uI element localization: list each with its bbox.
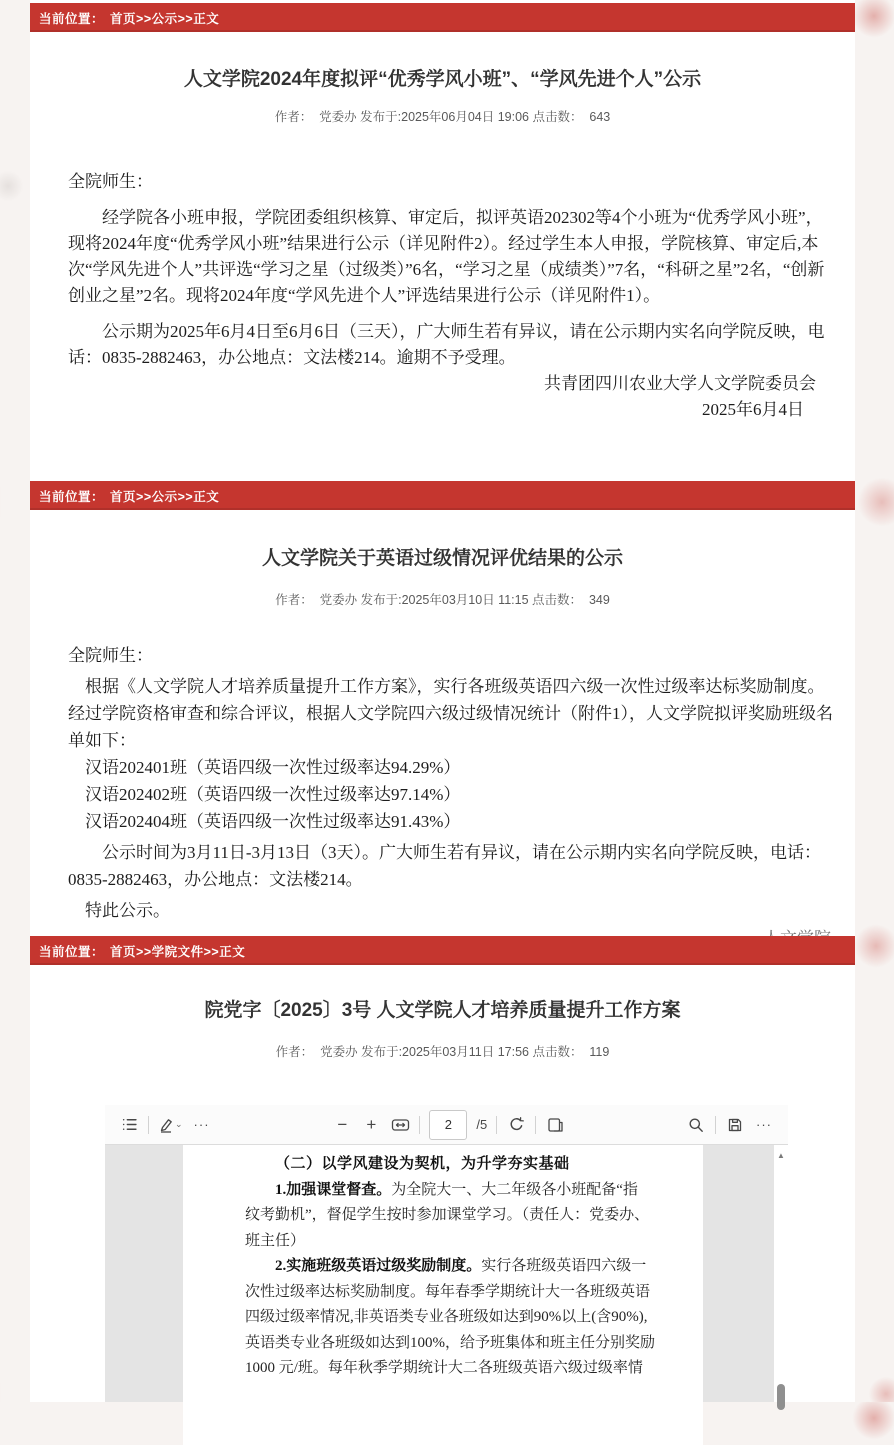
- pdf-viewer: [105, 1105, 788, 1402]
- save-button[interactable]: [725, 1112, 745, 1138]
- draw-pen-button[interactable]: [158, 1112, 183, 1138]
- toolbar-divider: [496, 1116, 497, 1134]
- scrollbar-thumb[interactable]: [777, 1384, 785, 1410]
- pdf-line: 1.加强课堂督查。为全院大一、大二年级各小班配备“指: [275, 1181, 638, 1198]
- ellipsis-icon: ···: [756, 1117, 773, 1132]
- toc-button[interactable]: [119, 1112, 139, 1138]
- plus-icon: +: [366, 1115, 377, 1134]
- article-body: [68, 169, 838, 423]
- breadcrumb-path[interactable]: 首页>>公示>>正文: [110, 11, 220, 26]
- page-view-icon: [547, 1117, 564, 1133]
- body-paragraph: 经学院各小班申报，学院团委组织核算、审定后，拟评英语202302等4个小班为“优秀学风小班”，现将2024年度“优秀学风小班”结果进行公示（详见附件2）。经过学生本人申报，学院核算、审定后,本次“学风先进个人”共评选“学习之星（过级类）”6名，“学习之星（成绩类）”7名，“科研之星”2名，“创新创业之星”2名。现将2024年度“学风先进个人”评选结果进行公示（详见附件1）。: [68, 208, 825, 305]
- greeting-line: 全院师生：: [68, 172, 153, 191]
- pdf-line: 次性过级率达标奖励制度。每年春季学期统计大一各班级英语: [245, 1283, 651, 1300]
- toc-icon: [121, 1116, 138, 1133]
- class-result-line: 汉语202401班（英语四级一次性过级率达94.29%）: [85, 758, 461, 777]
- body-paragraph: 特此公示。: [85, 901, 170, 920]
- scroll-up-icon[interactable]: ▲: [777, 1151, 785, 1160]
- pdf-scrollbar[interactable]: [774, 1145, 788, 1402]
- pdf-line: 2.实施班级英语过级奖励制度。实行各班级英语四六级一: [275, 1258, 647, 1274]
- breadcrumb: [30, 3, 855, 32]
- signature-line: 共青团四川农业大学人文学院委员会: [544, 374, 816, 393]
- search-icon: [688, 1117, 704, 1133]
- pen-icon: [158, 1117, 174, 1133]
- body-paragraph: 根据《人文学院人才培养质量提升工作方案》，实行各班级英语四六级一次性过级率达标奖励制度。经过学院资格审查和综合评议，根据人文学院四六级过级情况统计（附件1），人文学院拟评奖励班级名单如下：: [68, 677, 833, 750]
- article-body: [68, 642, 838, 924]
- minus-icon: −: [337, 1115, 348, 1134]
- toolbar-divider: [715, 1116, 716, 1134]
- body-paragraph: 公示期为2025年6月4日至6月6日（三天），广大师生若有异议，请在公示期内实名向学院反映，电话：0835-2882463，办公地点：文法楼214。逾期不予受理。: [68, 322, 825, 367]
- pdf-line: 四级过级率情况,非英语类专业各班级如达到90%以上(含90%),: [245, 1309, 648, 1325]
- breadcrumb: [30, 936, 855, 965]
- ellipsis-icon: ···: [193, 1117, 210, 1132]
- breadcrumb: [30, 481, 855, 510]
- article-meta: 作者： 党委办 发布于:2025年03月10日 11:15 点击数： 349: [275, 593, 610, 607]
- article-meta: 作者： 党委办 发布于:2025年06月04日 19:06 点击数： 643: [274, 110, 611, 124]
- page-title: 人文学院关于英语过级情况评优结果的公示: [261, 548, 623, 569]
- breadcrumb-path[interactable]: 首页>>公示>>正文: [110, 489, 220, 504]
- greeting-line: 全院师生：: [68, 646, 153, 665]
- more-options-button[interactable]: [192, 1112, 212, 1138]
- pdf-line: 纹考勤机”，督促学生按时参加课堂学习。（责任人：党委办、: [245, 1207, 650, 1223]
- chevron-down-icon: ⌄: [175, 1119, 183, 1129]
- date-line: 2025年6月4日: [702, 400, 804, 419]
- body-paragraph: 公示时间为3月11日-3月13日（3天）。广大师生若有异议，请在公示期内实名向学院反映，电话：0835-2882463，办公地点：文法楼214。: [68, 843, 822, 889]
- toolbar-divider: [535, 1116, 536, 1134]
- pdf-line: 英语类专业各班级如达到100%，给予班集体和班主任分别奖励: [245, 1334, 655, 1351]
- zoom-out-button[interactable]: [332, 1112, 352, 1138]
- page-title: 院党字〔2025〕3号 人文学院人才培养质量提升工作方案: [204, 1000, 681, 1021]
- clipped-signature-line: [763, 924, 831, 936]
- rotate-button[interactable]: [506, 1112, 526, 1138]
- content-panel: [30, 0, 855, 1402]
- toolbar-divider: [419, 1116, 420, 1134]
- pdf-line: 班主任）: [245, 1232, 306, 1249]
- class-result-line: 汉语202404班（英语四级一次性过级率达91.43%）: [85, 812, 461, 831]
- fit-width-icon: [391, 1117, 410, 1133]
- more-options-button[interactable]: [754, 1112, 774, 1138]
- breadcrumb-label: 当前位置：: [39, 489, 105, 504]
- article-meta: 作者： 党委办 发布于:2025年03月11日 17:56 点击数： 119: [275, 1045, 610, 1059]
- pdf-line: （二）以学风建设为契机，为升学夯实基础: [275, 1156, 570, 1172]
- breadcrumb-label: 当前位置：: [39, 944, 105, 959]
- page-title: 人文学院2024年度拟评“优秀学风小班”、“学风先进个人”公示: [183, 69, 702, 90]
- breadcrumb-label: 当前位置：: [39, 11, 105, 26]
- pdf-page: [183, 1145, 703, 1445]
- pdf-content-area: [105, 1145, 788, 1402]
- zoom-in-button[interactable]: [361, 1112, 381, 1138]
- rotate-icon: [508, 1116, 525, 1133]
- pdf-toolbar: [105, 1105, 788, 1145]
- page-count-label: /5: [476, 1117, 488, 1132]
- page-number-input[interactable]: [429, 1110, 467, 1140]
- breadcrumb-path[interactable]: 首页>>学院文件>>正文: [110, 944, 246, 959]
- pdf-line: 1000 元/班。每年秋季学期统计大二各班级英语六级过级率情: [245, 1360, 643, 1376]
- page-view-button[interactable]: [545, 1112, 565, 1138]
- save-icon: [727, 1117, 743, 1133]
- toolbar-divider: [148, 1116, 149, 1134]
- class-result-line: 汉语202402班（英语四级一次性过级率达97.14%）: [85, 785, 461, 804]
- search-button[interactable]: [686, 1112, 706, 1138]
- fit-width-button[interactable]: [390, 1112, 410, 1138]
